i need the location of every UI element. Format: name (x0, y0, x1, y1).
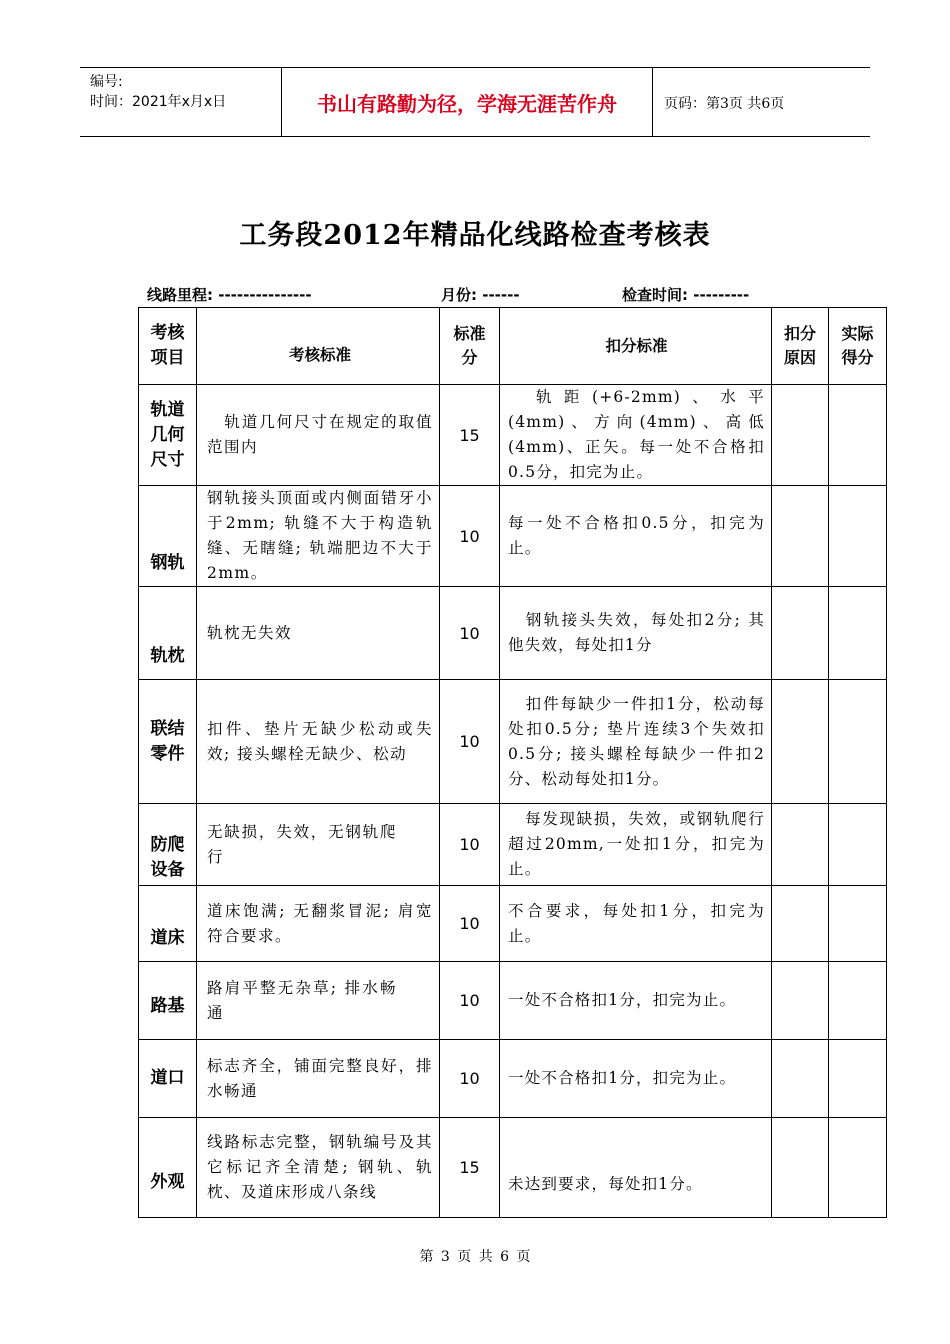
row-deduction: 一处不合格扣1分，扣完为止。 (500, 1040, 772, 1118)
month-field: 月份: ------ (441, 286, 520, 304)
row-deduction: 每发现缺损，失效，或钢轨爬行超过20mm,一处扣1分，扣完为止。 (500, 804, 772, 886)
document-title: 工务段2012年精品化线路检查考核表 (239, 220, 711, 251)
row-score: 10 (440, 1040, 500, 1118)
header-score: 标准分 (440, 308, 500, 385)
info-row (0, 284, 950, 308)
row-standard: 钢轨接头顶面或内侧面错牙小于2mm; 轨缝不大于构造轨缝、无瞎缝; 轨端肥边不大于2mm。 (197, 486, 440, 587)
row-actual-cell[interactable] (829, 486, 887, 587)
row-score: 10 (440, 680, 500, 804)
table-row (139, 486, 887, 587)
header-deduction: 扣分标准 (500, 308, 772, 385)
row-item: 道床 (139, 886, 197, 962)
row-item: 防爬设备 (139, 804, 197, 886)
row-item: 联结零件 (139, 680, 197, 804)
row-deduction: 每一处不合格扣0.5分，扣完为止。 (500, 486, 772, 587)
row-item: 轨枕 (139, 587, 197, 680)
row-deduction: 一处不合格扣1分，扣完为止。 (500, 962, 772, 1040)
row-reason-cell[interactable] (772, 962, 829, 1040)
date-label: 时间：2021年x月x日 (90, 94, 227, 110)
header-item: 考核项目 (139, 308, 197, 385)
table-row (139, 804, 887, 886)
header-left (80, 68, 281, 137)
row-actual-cell[interactable] (829, 1118, 887, 1218)
table-row (139, 1118, 887, 1218)
row-standard: 轨枕无失效 (197, 587, 440, 680)
row-score: 10 (440, 587, 500, 680)
page-header (80, 67, 870, 137)
row-score: 15 (440, 385, 500, 486)
row-score: 15 (440, 1118, 500, 1218)
row-reason-cell[interactable] (772, 1040, 829, 1118)
row-item: 钢轨 (139, 486, 197, 587)
row-score: 10 (440, 962, 500, 1040)
row-actual-cell[interactable] (829, 385, 887, 486)
table-row (139, 680, 887, 804)
row-actual-cell[interactable] (829, 587, 887, 680)
row-standard: 扣件、垫片无缺少松动或失效; 接头螺栓无缺少、松动 (197, 680, 440, 804)
header-motto: 书山有路勤为径，学海无涯苦作舟 (281, 68, 653, 137)
route-field: 线路里程: --------------- (147, 286, 312, 304)
row-reason-cell[interactable] (772, 587, 829, 680)
row-item: 道口 (139, 1040, 197, 1118)
table-row (139, 385, 887, 486)
row-score: 10 (440, 804, 500, 886)
row-item: 轨道几何尺寸 (139, 385, 197, 486)
row-standard: 道床饱满; 无翻浆冒泥; 肩宽符合要求。 (197, 886, 440, 962)
row-actual-cell[interactable] (829, 804, 887, 886)
header-standard: 考核标准 (197, 308, 440, 385)
table-header-row (139, 308, 887, 385)
row-reason-cell[interactable] (772, 804, 829, 886)
table-row (139, 587, 887, 680)
row-reason-cell[interactable] (772, 486, 829, 587)
page-footer: 第 3 页 共 6 页 (419, 1249, 531, 1265)
row-reason-cell[interactable] (772, 680, 829, 804)
row-actual-cell[interactable] (829, 680, 887, 804)
row-deduction: 钢轨接头失效，每处扣2分; 其他失效，每处扣1分 (500, 587, 772, 680)
row-actual-cell[interactable] (829, 962, 887, 1040)
check-time-field: 检查时间: --------- (622, 286, 750, 304)
row-item: 外观 (139, 1118, 197, 1218)
row-standard: 标志齐全，铺面完整良好，排水畅通 (197, 1040, 440, 1118)
row-deduction: 轨距(+6-2mm)、水平(4mm)、方向(4mm)、高低(4mm)、正矢。每一处不合格扣0.5分，扣完为止。 (500, 385, 772, 486)
row-standard: 路肩平整无杂草; 排水畅通 (197, 962, 440, 1040)
inspection-table (138, 307, 887, 1218)
serial-label: 编号: (90, 74, 123, 90)
row-score: 10 (440, 886, 500, 962)
row-standard: 线路标志完整，钢轨编号及其它标记齐全清楚; 钢轨、轨枕、及道床形成八条线 (197, 1118, 440, 1218)
table-row (139, 886, 887, 962)
row-score: 10 (440, 486, 500, 587)
table-row (139, 1040, 887, 1118)
table-row (139, 962, 887, 1040)
header-reason: 扣分原因 (772, 308, 829, 385)
row-reason-cell[interactable] (772, 385, 829, 486)
row-actual-cell[interactable] (829, 886, 887, 962)
row-deduction: 未达到要求，每处扣1分。 (500, 1118, 772, 1218)
row-item: 路基 (139, 962, 197, 1040)
row-actual-cell[interactable] (829, 1040, 887, 1118)
header-actual: 实际得分 (829, 308, 887, 385)
row-standard: 轨道几何尺寸在规定的取值范围内 (197, 385, 440, 486)
row-reason-cell[interactable] (772, 886, 829, 962)
row-reason-cell[interactable] (772, 1118, 829, 1218)
row-standard: 无缺损，失效，无钢轨爬行 (197, 804, 440, 886)
row-deduction: 扣件每缺少一件扣1分，松动每处扣0.5分; 垫片连续3个失效扣0.5分; 接头螺栓每缺少一件扣2分、松动每处扣1分。 (500, 680, 772, 804)
row-deduction: 不合要求，每处扣1分，扣完为止。 (500, 886, 772, 962)
header-page-info: 页码：第3页 共6页 (664, 95, 785, 112)
